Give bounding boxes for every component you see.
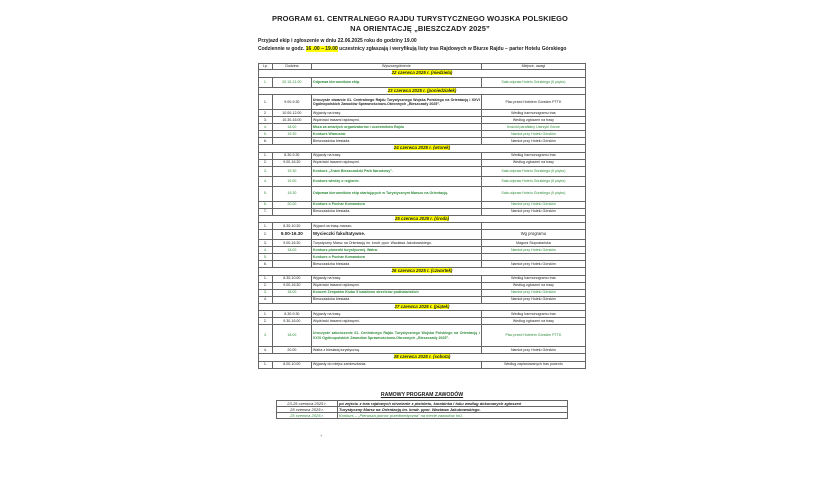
row-lp: 5. <box>259 254 273 261</box>
row-place: Namiot przy Hotelu Górskim <box>481 208 585 215</box>
row-place: Według zgłoszeń na trasy <box>481 117 585 124</box>
schedule-row <box>259 311 586 318</box>
schedule-row <box>259 152 586 159</box>
row-description: Konkurs Wiarusów <box>311 131 481 138</box>
day-label: 27 czerwca 2025 r. (piątek) <box>394 303 450 309</box>
row-description: Uroczyste otwarcie 61. Centralnego Rajdu Turystycznego Wojska Polskiego na Orientację i XXVI Ogólnopolskich Zawodów Sprawnościowo-Obronnych „Bieszczady 2025”. <box>311 95 481 110</box>
row-lp: 4. <box>259 124 273 131</box>
day-header-cell <box>259 215 586 223</box>
framework-table <box>276 400 568 419</box>
row-description: Bieszczadzka biesiada <box>311 261 481 268</box>
row-time: 18.00 <box>272 247 311 254</box>
row-time: 19.30 <box>272 131 311 138</box>
row-description: Odprawa kierowników ekip startujących w Turystycznym Marszu na Orientację. <box>311 186 481 201</box>
row-description: Wyjazd na trasę marszu. <box>311 223 481 230</box>
intro-daily <box>258 46 586 53</box>
row-place: Kościół parafialny Ustrzyki Górne <box>481 124 585 131</box>
intro-daily-hours: 16 .00 – 19.00 <box>305 46 338 52</box>
row-time: 10.30-16.00 <box>272 117 311 124</box>
row-lp: 1. <box>259 361 273 368</box>
row-place: Namiot przy Hotelu Górskim <box>481 296 585 303</box>
row-place: Namiot przy Hotelu Górskim <box>481 138 585 145</box>
row-place: Wg programu <box>481 230 585 240</box>
row-time: 18.00 <box>272 289 311 296</box>
row-lp: 4. <box>259 247 273 254</box>
day-header-cell <box>259 303 586 311</box>
row-description: Turystyczny Marsz na Orientację im. kmdr. ppor. Wacława Jakubowskiego. <box>311 240 481 247</box>
row-place: Namiot przy Hotelu Górskim <box>481 131 585 138</box>
schedule-row <box>259 247 586 254</box>
schedule-row <box>259 261 586 268</box>
row-description: Konkurs wiedzy o regionie. <box>311 176 481 186</box>
row-time: 10.00-12.00 <box>272 110 311 117</box>
row-place: Według harmonogramu tras <box>481 152 585 159</box>
row-time <box>272 296 311 303</box>
schedule-row <box>259 138 586 145</box>
row-time: 19.30 <box>272 166 311 176</box>
schedule-row <box>259 325 586 347</box>
row-description: Msza za zmarłych organizatorów i uczestników Rajdu <box>311 124 481 131</box>
row-place: Według zgłoszeń na trasy <box>481 282 585 289</box>
row-time: 8.30-10.30 <box>272 223 311 230</box>
schedule-row <box>259 282 586 289</box>
row-lp: 3. <box>259 117 273 124</box>
row-place: Plac przed Hotelem Górskim PTTK <box>481 325 585 347</box>
row-description: Wyjazdy na trasy. <box>311 311 481 318</box>
row-place: Magura Stuposiańska <box>481 240 585 247</box>
row-lp: 3. <box>259 166 273 176</box>
row-time: 20.00 <box>272 201 311 208</box>
row-place: Sala odpraw Hotelu Górskiego (II piętro) <box>481 176 585 186</box>
framework-description: Konkurs – „Pierwsza pomoc przedmedyczna” na mecie zawodów InO. <box>338 413 568 419</box>
schedule-row <box>259 361 586 368</box>
day-header-row <box>259 354 586 362</box>
row-place: Według zaplanowanych tras powrotu <box>481 361 585 368</box>
row-place <box>481 223 585 230</box>
row-place: Namiot przy Hotelu Górskim <box>481 261 585 268</box>
row-lp: 1. <box>259 311 273 318</box>
row-time: 8.30-10.00 <box>272 275 311 282</box>
row-place: Plac przed Hotelem Górskim PTTK <box>481 95 585 110</box>
schedule-row <box>259 347 586 354</box>
row-lp: 6. <box>259 201 273 208</box>
row-time: 9.00-16.30 <box>272 159 311 166</box>
row-place: Namiot przy Hotelu Górskim <box>481 347 585 354</box>
row-lp: 1. <box>259 95 273 110</box>
row-place: Sala odpraw Hotelu Górskiego (II piętro) <box>481 166 585 176</box>
day-label: 28 czerwca 2025 r. (sobota) <box>393 354 451 360</box>
row-description: Konkurs o Puchar Komandora <box>311 254 481 261</box>
row-time: 20.15-21.00 <box>272 77 311 87</box>
row-description: Konkurs o Puchar Komandora <box>311 201 481 208</box>
schedule-row <box>259 110 586 117</box>
row-place: Według harmonogramu tras <box>481 110 585 117</box>
row-time <box>272 261 311 268</box>
row-lp: 1. <box>259 152 273 159</box>
row-lp: 2. <box>259 318 273 325</box>
intro-daily-a: Codziennie w godz. <box>258 46 306 52</box>
schedule-row <box>259 240 586 247</box>
row-time: 20.00 <box>272 347 311 354</box>
row-lp: 1. <box>259 275 273 282</box>
row-time <box>272 254 311 261</box>
day-label: 23 czerwca 2025 r. (poniedziałek) <box>387 87 457 93</box>
row-lp: 4. <box>259 176 273 186</box>
row-place: Sala odpraw Hotelu Górskiego (II piętro) <box>481 77 585 87</box>
document-title-line1: PROGRAM 61. CENTRALNEGO RAJDU TURYSTYCZNEGO WOJSKA POLSKIEGO <box>272 14 568 23</box>
header-description: Wyszczególnienie <box>311 64 481 70</box>
framework-description: Turystyczny Marsz na Orientację im. kmdr. ppor. Wacława Jakubowskiego. <box>338 407 568 413</box>
row-time: 9.00-16.30 <box>272 282 311 289</box>
row-description: Wyjazdy na trasy. <box>311 152 481 159</box>
framework-date: 23-25 czerwca 2025 r. <box>277 401 338 407</box>
row-description: Wyjazdy na trasy. <box>311 275 481 282</box>
row-place <box>481 254 585 261</box>
day-label: 26 czerwca 2025 r. (czwartek) <box>391 268 453 274</box>
row-lp: 7. <box>259 208 273 215</box>
header-place: Miejsce, uwagi <box>481 64 585 70</box>
row-lp: 4. <box>259 296 273 303</box>
row-time <box>272 138 311 145</box>
row-description: Wyjazdy do miejsc zamieszkania. <box>311 361 481 368</box>
schedule-row <box>259 223 586 230</box>
row-description: Bieszczadzka biesiada <box>311 296 481 303</box>
row-time: 8.00-10.00 <box>272 361 311 368</box>
row-lp: 2. <box>259 159 273 166</box>
row-description: Konkurs piosenki turystycznej. Watra. <box>311 247 481 254</box>
schedule-row <box>259 159 586 166</box>
row-place: Namiot przy Hotelu Górskim <box>481 289 585 296</box>
day-header-row <box>259 268 586 276</box>
day-header-row <box>259 70 586 78</box>
framework-date: 25 czerwca 2025 r. <box>277 413 338 419</box>
day-label: 24 czerwca 2025 r. (wtorek) <box>393 145 451 151</box>
schedule-row <box>259 186 586 201</box>
row-description: Watra z biesiadą turystyczną. <box>311 347 481 354</box>
row-lp: 6. <box>259 138 273 145</box>
schedule-row <box>259 289 586 296</box>
row-description: Bieszczadzka biesiada. <box>311 138 481 145</box>
schedule-row <box>259 124 586 131</box>
day-header-cell <box>259 70 586 78</box>
row-description: Koncert Zespołów Klubu 5 batalionu strzelców podhalańskich <box>311 289 481 296</box>
row-description: Konkurs „Znam Bieszczadzki Park Narodowy”. <box>311 166 481 176</box>
row-description: Bieszczadzka biesiada. <box>311 208 481 215</box>
row-lp: 6. <box>259 261 273 268</box>
schedule-row <box>259 201 586 208</box>
day-label: 22 czerwca 2025 r. (niedziela) <box>391 70 453 76</box>
document-title-line2: NA ORIENTACJĘ „BIESZCZADY 2025” <box>350 24 490 33</box>
row-time: 19.00 <box>272 176 311 186</box>
day-label: 25 czerwca 2025 r. (środa) <box>394 215 450 221</box>
header-lp: Lp. <box>259 64 273 70</box>
day-header-row <box>259 215 586 223</box>
schedule-row <box>259 275 586 282</box>
row-lp: 3. <box>259 289 273 296</box>
row-description: Wędrówki trasami rajdowymi. <box>311 282 481 289</box>
row-description: Wyjazdy na trasy. <box>311 110 481 117</box>
row-place: Według harmonogramu tras <box>481 275 585 282</box>
footer-mark: + <box>320 433 323 438</box>
day-header-cell <box>259 87 586 95</box>
row-time: 9.00-16.30 <box>272 240 311 247</box>
row-place: Według zgłoszeń na trasy <box>481 318 585 325</box>
row-time: 19.30 <box>272 186 311 201</box>
row-time: 8.30-9.30 <box>272 311 311 318</box>
row-time: 9.00-9.30 <box>272 95 311 110</box>
row-description: Uroczyste zakończenie 61. Centralnego Rajdu Turystycznego Wojska Polskiego na Orientację i XXVI Ogólnopolskich Zawodów Sprawnościowo-Obronnych „Bieszczady 2025”. <box>311 325 481 347</box>
framework-description: po zejściu z tras rajdowych strzelanie z pistoletu, karabinka i łuku według dokonanych zgłoszeń <box>338 401 568 407</box>
intro-arrival: Przyjazd ekip i zgłoszenie w dniu 22.06.2025 roku do godziny 19.00 <box>258 38 417 44</box>
row-place: Sala odpraw Hotelu Górskiego (II piętro) <box>481 186 585 201</box>
schedule-row <box>259 208 586 215</box>
row-lp: 4. <box>259 347 273 354</box>
row-lp: 3. <box>259 240 273 247</box>
row-time: 9.00-16.30 <box>272 230 311 240</box>
schedule-row <box>259 296 586 303</box>
framework-title: RAMOWY PROGRAM ZAWODÓW <box>380 392 464 398</box>
row-place: Według zgłoszeń na trasy <box>481 159 585 166</box>
framework-date: 25 czerwca 2025 r. <box>277 407 338 413</box>
row-description: Wycieczki fakultatywne. <box>311 230 481 240</box>
framework-row <box>277 413 568 419</box>
row-lp: 3. <box>259 325 273 347</box>
row-description: Wędrówki trasami rajdowymi. <box>311 159 481 166</box>
day-header-row <box>259 145 586 153</box>
row-lp: 5. <box>259 131 273 138</box>
day-header-row <box>259 87 586 95</box>
day-header-row <box>259 303 586 311</box>
schedule-table <box>258 63 586 369</box>
row-description: Wędrówki trasami rajdowymi. <box>311 117 481 124</box>
row-lp: 1. <box>259 223 273 230</box>
schedule-row <box>259 318 586 325</box>
day-header-cell <box>259 268 586 276</box>
schedule-row <box>259 166 586 176</box>
schedule-row <box>259 117 586 124</box>
day-header-cell <box>259 145 586 153</box>
row-lp: 2. <box>259 282 273 289</box>
schedule-row <box>259 77 586 87</box>
intro-daily-b: uczestnicy zgłaszają i weryfikują listy tras Rajdowych w Biurze Rajdu – parter Hotelu Górskiego <box>337 46 567 52</box>
row-time: 9.30-16.00 <box>272 318 311 325</box>
row-description: Wędrówki trasami rajdowymi. <box>311 318 481 325</box>
row-time: 18.00 <box>272 124 311 131</box>
schedule-row <box>259 230 586 240</box>
schedule-row <box>259 131 586 138</box>
row-time: 18.00 <box>272 325 311 347</box>
row-place: Namiot przy Hotelu Górskim <box>481 201 585 208</box>
row-place: Namiot przy Hotelu Górskim <box>481 247 585 254</box>
row-lp: 5. <box>259 186 273 201</box>
header-time: Godzina <box>272 64 311 70</box>
row-lp: 1. <box>259 77 273 87</box>
row-time <box>272 208 311 215</box>
row-lp: 2. <box>259 230 273 240</box>
row-time: 8.30-9.30 <box>272 152 311 159</box>
row-description: Odprawa kierowników ekip. <box>311 77 481 87</box>
day-header-cell <box>259 354 586 362</box>
schedule-row <box>259 254 586 261</box>
row-lp: 2. <box>259 110 273 117</box>
row-place: Według harmonogramu tras <box>481 311 585 318</box>
schedule-row <box>259 176 586 186</box>
schedule-row <box>259 95 586 110</box>
